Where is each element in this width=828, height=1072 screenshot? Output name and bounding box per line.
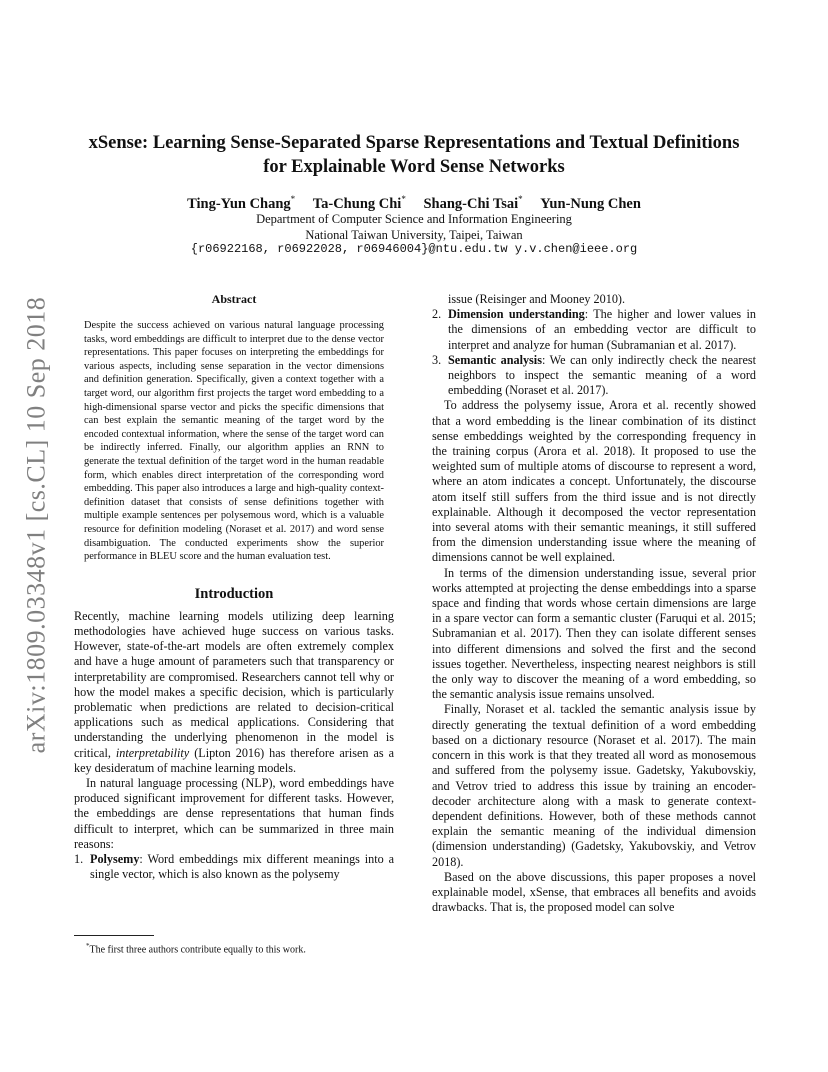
reasons-list — [74, 852, 394, 882]
author: Ta-Chung Chi* — [312, 194, 406, 212]
affiliation — [60, 211, 768, 243]
body-paragraph-polysemy: To address the polysemy issue, Arora et al. recently showed that a word embedding is the linear combination of its distinct sense embeddings weighted by the corresponding frequency in the training corpus (Arora et al. 2018). It proposed to use the weighted sum of multiple atoms of discourse to represent a word, where an atom indicates a concept. Unfortunately, the discourse atom itself still suffers from the third issue and is not directly explainable. Although it decomposed the vector representation into several atoms with their semantic meanings, it still suffered from the dimension understanding issue where the meaning of dimensions cannot be well explained. — [432, 398, 756, 565]
paper-title — [60, 131, 768, 179]
left-column — [74, 292, 394, 882]
title-line-1: xSense: Learning Sense-Separated Sparse Representations and Textual Definitions — [88, 133, 740, 153]
affiliation-department: Department of Computer Science and Information Engineering — [256, 212, 572, 226]
reasons-list-continued — [432, 307, 756, 398]
author-list — [60, 194, 768, 213]
list-item-semantic-analysis: 3. Semantic analysis: We can only indirectly check the nearest neighbors to inspect the semantic meaning of a word embedding (Noraset et al. 2017). — [432, 352, 756, 398]
abstract-text: Despite the success achieved on various natural language processing tasks, word embeddings are difficult to interpret due to the dense vector representations. This paper focuses on interpreting the embeddings for various aspects, including sense separation in the vector dimensions and definition generation. Specifically, given a context together with a target word, our algorithm first projects the target word embedding to a high-dimensional sparse vector and picks the specific dimensions that can best explain the semantic meaning of the target word by the encoded contextual information, where the sense of the target word can be indirectly inferred. Finally, our algorithm applies an RNN to generate the textual definition of the target word in the human readable form, which enables direct interpretation of the corresponding word embedding. This paper also introduces a large and high-quality context-definition dataset that consists of sense definitions together with multiple example sentences per polysemous word, which is a valuable resource for definition modeling (Noraset et al. 2017) and word sense disambiguation. The conducted experiments show the superior performance in BLEU score and the human evaluation test. — [84, 320, 384, 563]
intro-paragraph-1: Recently, machine learning models utilizing deep learning methodologies have achieved huge success on various tasks. However, state-of-the-art models are often extremely complex and have a huge amount of parameters such that transparency or interpretability are compromised. Researchers cannot tell why or how the model makes a specific decision, which is particularly problematic when predictions are related to decision-critical applications such as medical applications. Considering that understanding the underlying phenomenon in the model is critical, interpretability (Lipton 2016) has therefore arisen as a key desideratum of machine learning models. — [74, 608, 394, 775]
arxiv-stamp — [16, 290, 56, 760]
footnote — [74, 935, 394, 956]
author-emails: {r06922168, r06922028, r06946004}@ntu.edu.tw y.v.chen@ieee.org — [190, 242, 638, 256]
author: Yun-Nung Chen — [540, 195, 641, 212]
list-item-dimension-understanding: 2. Dimension understanding: The higher and lower values in the dimensions of an embedding vector are difficult to interpret and analyze for human (Subramanian et al. 2017). — [432, 307, 756, 352]
body-paragraph-dimension: In terms of the dimension understanding issue, several prior works attempted at projecting the dense embeddings into a sparse space and finding that words whose certain dimensions are large in a spare vector can form a semantic cluster (Faruqui et al. 2015; Subramanian et al. 2017). Then they can isolate different senses into different dimensions and solved the first and the second issues together. Nevertheless, inspecting nearest neighbors is still the only way to discover the meaning of a word embedding, so the semantic analysis issue remains unsolved. — [432, 565, 756, 702]
list-item-polysemy-continued: issue (Reisinger and Mooney 2010). — [448, 292, 626, 306]
author: Ting-Yun Chang* — [187, 194, 296, 212]
right-column — [432, 292, 756, 915]
arxiv-identifier: arXiv:1809.03348v1 [cs.CL] 10 Sep 2018 — [21, 296, 50, 754]
abstract-heading: Abstract — [211, 292, 257, 306]
affiliation-university: National Taiwan University, Taipei, Taiwan — [305, 228, 523, 242]
list-item-polysemy: 1. Polysemy: Word embeddings mix different meanings into a single vector, which is also known as the polysemy — [74, 851, 394, 882]
introduction-heading: Introduction — [194, 585, 274, 602]
author: Shang-Chi Tsai* — [423, 194, 523, 212]
body-paragraph-proposal: Based on the above discussions, this paper proposes a novel explainable model, xSense, that embraces all benefits and avoids drawbacks. That is, the proposed model can solve — [432, 869, 756, 915]
title-line-2: for Explainable Word Sense Networks — [263, 157, 565, 177]
footnote-rule — [74, 935, 154, 936]
footnote-text: *The first three authors contribute equally to this work. — [86, 942, 306, 956]
body-paragraph-semantic: Finally, Noraset et al. tackled the semantic analysis issue by directly generating the textual definition of a word embedding based on a dictionary resource (Noraset et al. 2017). The main concern in this work is that they treated all word as monosemous and suffered from the polysemy issue. Gadetsky, Yakubovskiy, and Vetrov tried to address this issue by training an encoder-decoder architecture along with a mask to generate context-dependent definitions. However, both of these methods cannot explain the semantic meaning of the individual dimension (dimension understanding) (Gadetsky, Yakubovskiy, and Vetrov 2018). — [432, 702, 756, 869]
intro-paragraph-2: In natural language processing (NLP), word embeddings have produced significant improvement for different tasks. However, the embeddings are dense representations that human finds difficult to interpret, which can be summarized in three main reasons: — [74, 775, 394, 851]
